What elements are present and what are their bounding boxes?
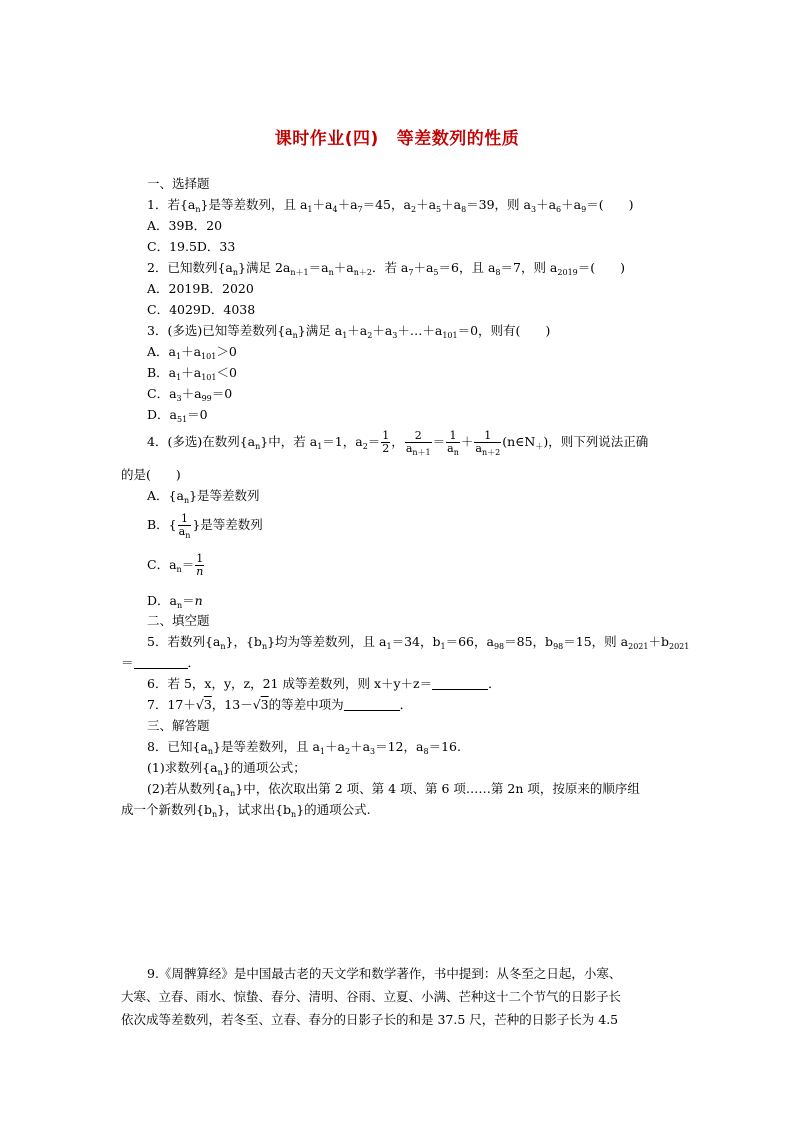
answer-blank[interactable]: [344, 710, 400, 711]
question-3-option-b: B．$a_1+a_{101}<0$: [147, 365, 237, 382]
section-heading-choice: 一、选择题: [147, 176, 210, 191]
question-5-stem: 5．若数列$\{a_n\}$，$\{b_n\}$均为等差数列，且 $a_1=34$，$b_1=66$，$a_{98}=85$，$b_{98}=15$，则 $a_{2021}+b_{2021}$: [147, 634, 690, 651]
question-4-option-d: D．$a_n=n$: [147, 593, 203, 610]
question-9-line-2: 大寒、立春、雨水、惊蛰、春分、清明、谷雨、立夏、小满、芒种这十二个节气的日影子长: [121, 989, 622, 1004]
question-1-options-ab: A．39B．20: [147, 218, 223, 233]
question-8-part-1: (1)求数列$\{a_n\}$的通项公式；: [147, 760, 306, 777]
answer-blank[interactable]: [432, 689, 488, 690]
question-9-line-1: 9.《周髀算经》是中国最古老的天文学和数学著作，书中提到：从冬至之日起，小寒、: [147, 966, 622, 981]
question-5-answer-line: ＝ ．: [121, 655, 201, 670]
question-8-stem: 8．已知$\{a_n\}$是等差数列，且 $a_1+a_2+a_3=12$，$a_8=16$.: [147, 739, 461, 756]
question-2-stem: 2．已知数列$\{a_n\}$满足 $2a_{n+1}=a_n+a_{n+2}$．若 $a_7+a_5=6$，且 $a_8=7$，则 $a_{2019}=$( ): [147, 260, 626, 277]
question-8-part-2-line2: 成一个新数列$\{b_n\}$，试求出$\{b_n\}$的通项公式.: [121, 802, 371, 819]
title-sub: 等差数列的性质: [396, 129, 520, 149]
question-2-options-cd: C．4029D．4038: [147, 302, 256, 317]
question-9-line-3: 依次成等差数列，若冬至、立春、春分的日影子长的和是 37.5 尺，芒种的日影子长为 4.5: [121, 1012, 619, 1027]
question-3-stem: 3．(多选)已知等差数列$\{a_n\}$满足 $a_1+a_2+a_3+\dots+a_{101}=0$，则有( ): [147, 323, 551, 340]
question-1-stem: 1．若$\{a_n\}$是等差数列，且 $a_1+a_4+a_7=45$，$a_2+a_5+a_8=39$，则 $a_3+a_6+a_9=$( ): [147, 197, 634, 214]
question-1-options-cd: C．19.5D．33: [147, 239, 236, 254]
question-4-stem: 4．(多选)在数列$\{a_n\}$中，若 $a_1=1$，$a_2=$ $\frac{1}{2}$ ， $\frac{2}{a_{n+1}}$ ＝ $\frac{1}{a_n}$ ＋ $\frac{1}{a_{n+2}}$ $(n\in N_+)$，则下列说法正确: [147, 429, 649, 457]
question-3-option-c: C．$a_3+a_{99}=0$: [147, 386, 233, 403]
title-main: 课时作业(四): [274, 129, 379, 149]
page-title: [0, 124, 794, 149]
question-4-option-b: B．{ $\frac{1}{a_n}$ }是等差数列: [147, 512, 263, 540]
section-heading-answer: 三、解答题: [147, 718, 210, 733]
section-heading-fill: 二、填空题: [147, 613, 210, 628]
question-3-option-a: A．$a_1+a_{101}>0$: [147, 344, 237, 361]
question-2-options-ab: A．2019B．2020: [147, 281, 254, 296]
question-4-stem-line2: 的是( ): [121, 467, 181, 482]
question-7-stem: 7．17＋√3，13－√3的等差中项为 ．: [147, 697, 413, 712]
question-4-option-c: C．$a_n=$ $\frac{1}{n}$: [147, 552, 204, 578]
question-3-option-d: D．$a_{51}=0$: [147, 407, 208, 424]
answer-blank[interactable]: [134, 668, 188, 669]
question-4-option-a: A．$\{a_n\}$是等差数列: [147, 488, 260, 505]
question-8-part-2: (2)若从数列$\{a_n\}$中，依次取出第 2 项、第 4 项、第 6 项……第 2n 项，按原来的顺序组: [147, 781, 640, 798]
question-6-stem: 6．若 5，x，y，z，21 成等差数列，则 x＋y＋z＝ ．: [147, 676, 501, 691]
